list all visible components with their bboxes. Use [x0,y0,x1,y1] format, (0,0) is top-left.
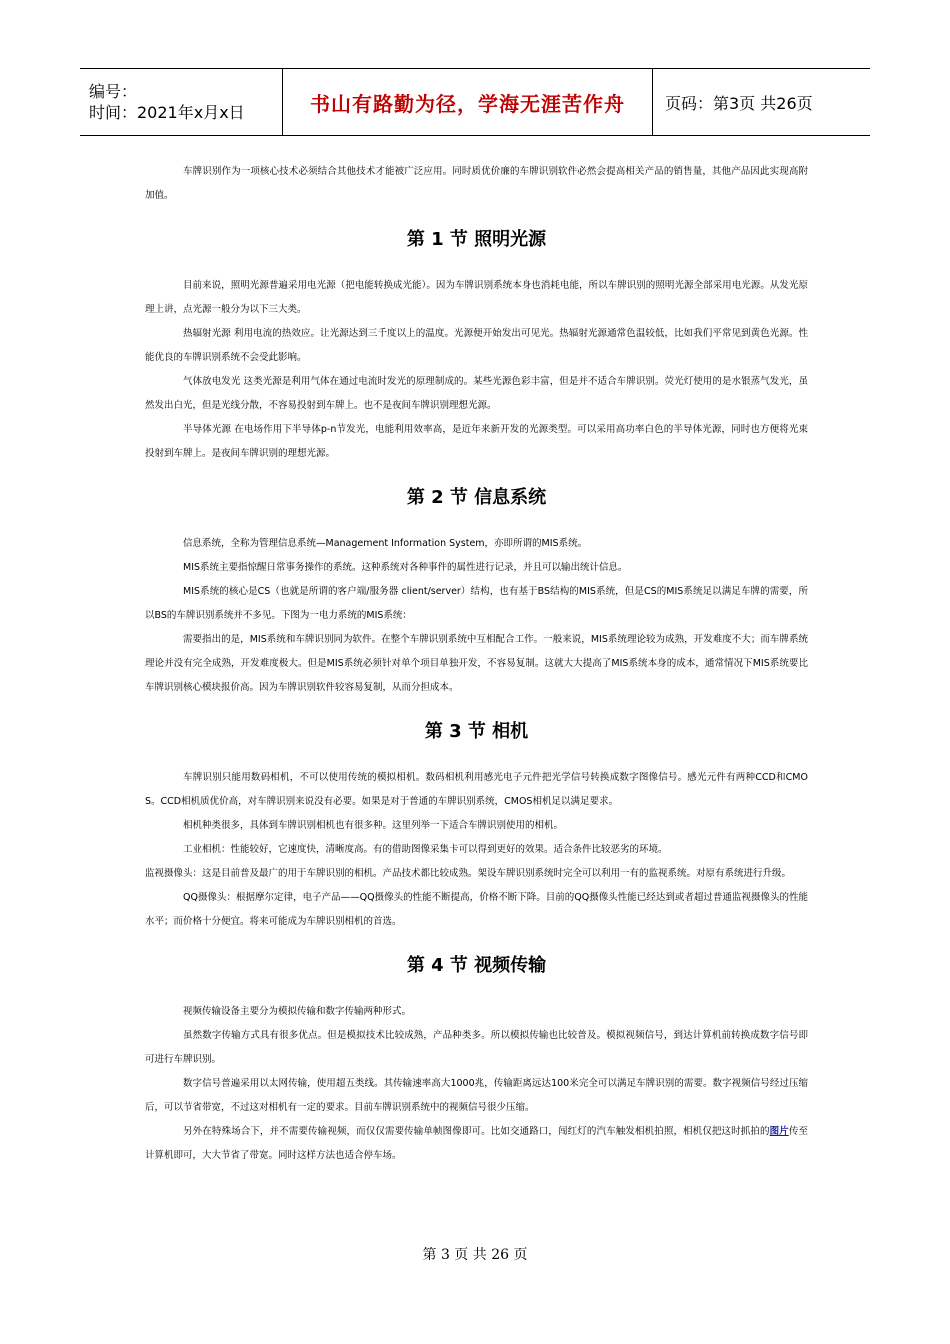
section-title: 第 3 节 相机 [424,721,529,742]
date-label: 时间：2021年x月x日 [89,103,245,122]
paragraph [145,1120,808,1168]
paragraph: 视频传输设备主要分为模拟传输和数字传输两种形式。 [183,1006,412,1017]
paragraph: MIS系统主要指惊醒日常事务操作的系统。这种系统对各种事件的属性进行记录，并且可以输出统计信息。 [183,562,628,573]
paragraph: 虽然数字传输方式具有很多优点。但是模拟技术比较成熟，产品种类多。所以模拟传输也比较普及。模拟视频信号，到达计算机前转换成数字信号即可进行车牌识别。 [145,1030,808,1065]
paragraph-text: 传至计算机即可，大大节省了带宽。同时这样方法也适合停车场。 [145,1126,808,1161]
section-title: 第 2 节 信息系统 [406,487,547,508]
document-body [145,160,808,1168]
paragraph: 热辐射光源 利用电流的热效应。让光源达到三千度以上的温度。光源便开始发出可见光。热辐射光源通常色温较低，比如我们平常见到黄色光源。性能优良的车牌识别系统不会受此影响。 [145,328,808,363]
paragraph: 数字信号普遍采用以太网传输，使用超五类线。其传输速率高大1000兆，传输距离远达100米完全可以满足车牌识别的需要。数字视频信号经过压缩后，可以节省带宽，不过这对相机有一定的要求。目前车牌识别系统中的视频信号很少压缩。 [145,1078,808,1113]
paragraph: MIS系统的核心是CS（也就是所谓的客户端/服务器 client/server）结构，也有基于BS结构的MIS系统，但是CS的MIS系统足以满足车牌的需要，所以BS的车牌识别系统并不多见。下图为一电力系统的MIS系统： [145,586,808,621]
page-footer: 第 3 页 共 26 页 [422,1247,528,1263]
paragraph: 气体放电发光 这类光源是利用气体在通过电流时发光的原理制成的。某些光源色彩丰富，但是并不适合车牌识别。荧光灯使用的是水银蒸气发光，虽然发出白光，但是光线分散，不容易投射到车牌上。也不是夜间车牌识别理想光源。 [145,376,808,411]
paragraph: QQ摄像头：根据摩尔定律，电子产品——QQ摄像头的性能不断提高，价格不断下降。目前的QQ摄像头性能已经达到或者超过普通监视摄像头的性能水平；而价格十分便宜。将来可能成为车牌识别相机的首选。 [145,892,808,927]
paragraph: 目前来说，照明光源普遍采用电光源（把电能转换成光能）。因为车牌识别系统本身也消耗电能，所以车牌识别的照明光源全部采用电光源。从发光原理上讲，点光源一般分为以下三大类。 [145,280,808,315]
paragraph: 相机种类很多，具体到车牌识别相机也有很多种。这里列举一下适合车牌识别使用的相机。 [183,820,564,831]
motto: 书山有路勤为径，学海无涯苦作舟 [283,69,653,135]
header-table [80,68,870,136]
image-link[interactable]: 图片 [769,1126,789,1137]
paragraph: 信息系统，全称为管理信息系统—Management Information System，亦即所谓的MIS系统。 [183,538,588,549]
paragraph: 车牌识别只能用数码相机，不可以使用传统的模拟相机。数码相机利用感光电子元件把光学信号转换成数字图像信号。感光元件有两种CCD和CMOS。CCD相机质优价高，对车牌识别来说没有必要。如果是对于普通的车牌识别系统，CMOS相机足以满足要求。 [145,772,808,807]
paragraph: 需要指出的是，MIS系统和车牌识别同为软件。在整个车牌识别系统中互相配合工作。一般来说，MIS系统理论较为成熟，开发难度不大；而车牌系统理论并没有完全成熟，开发难度极大。但是MIS系统必须针对单个项目单独开发，不容易复制。这就大大提高了MIS系统本身的成本，通常情况下MIS系统要比车牌识别核心模块报价高。因为车牌识别软件较容易复制，从而分担成本。 [145,634,808,693]
number-label: 编号： [89,82,138,101]
paragraph: 工业相机：性能较好，它速度快，清晰度高。有的借助图像采集卡可以得到更好的效果。适合条件比较恶劣的环境。 [183,844,668,855]
paragraph-text: 另外在特殊场合下，并不需要传输视频，而仅仅需要传输单帧图像即可。比如交通路口，闯红灯的汽车触发相机拍照，相机仅把这时抓拍的 [183,1126,770,1137]
header-left-cell [80,69,283,135]
section-title: 第 1 节 照明光源 [406,229,547,250]
intro-paragraph: 车牌识别作为一项核心技术必须结合其他技术才能被广泛应用。同时质优价廉的车牌识别软件必然会提高相关产品的销售量，其他产品因此实现高附加值。 [145,166,808,201]
section-title: 第 4 节 视频传输 [406,955,547,976]
paragraph: 监视摄像头：这是目前普及最广的用于车牌识别的相机。产品技术都比较成熟。架设车牌识别系统时完全可以利用一有的监视系统。对原有系统进行升级。 [145,868,792,879]
paragraph: 半导体光源 在电场作用下半导体p-n节发光，电能利用效率高，是近年来新开发的光源类型。可以采用高功率白色的半导体光源，同时也方便将光束投射到车牌上。是夜间车牌识别的理想光源。 [145,424,808,459]
page-label: 页码：第3页 共26页 [665,93,813,113]
